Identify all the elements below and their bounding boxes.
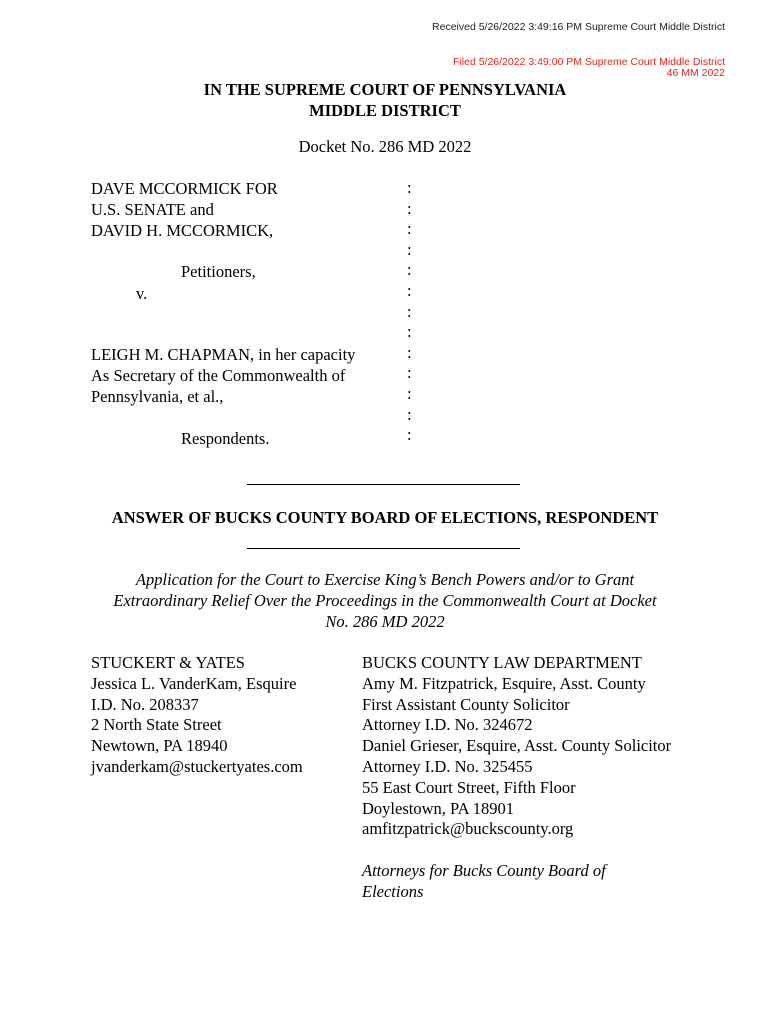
petitioner-names [91, 178, 278, 241]
petitioners-label: Petitioners, [181, 262, 256, 281]
counsel-line: I.D. No. 208337 [91, 694, 199, 714]
divider-bottom [247, 548, 520, 549]
colon: : [407, 301, 412, 321]
divider-top [247, 484, 520, 485]
firm-name: STUCKERT & YATES [91, 653, 245, 672]
colon: : [407, 198, 412, 218]
subtitle-line: Extraordinary Relief Over the Proceedings in the Commonwealth Court at Docket [113, 591, 657, 610]
filed-stamp-line: Filed 5/26/2022 3:49:00 PM Supreme Court Middle District [453, 56, 725, 68]
document-subtitle [60, 569, 710, 632]
counsel-line: Attorney I.D. No. 325455 [362, 756, 533, 776]
respondent-names [91, 344, 355, 407]
counsel-block-right [362, 653, 671, 903]
counsel-line: Jessica L. VanderKam, Esquire [91, 673, 297, 693]
subtitle-line: No. 286 MD 2022 [325, 612, 445, 631]
colon: : [407, 383, 412, 403]
colon: : [407, 178, 412, 197]
counsel-line: First Assistant County Solicitor [362, 694, 570, 714]
counsel-line: 55 East Court Street, Fifth Floor [362, 777, 576, 797]
filed-stamp-case-number: 46 MM 2022 [666, 67, 725, 79]
respondent-line: Pennsylvania, et al., [91, 387, 224, 406]
colon: : [407, 280, 412, 300]
petitioner-line: DAVE MCCORMICK FOR [91, 179, 278, 198]
court-heading [0, 79, 770, 121]
counsel-role: Attorneys for Bucks County Board of [362, 860, 606, 880]
colon: : [407, 404, 412, 424]
counsel-line: Doylestown, PA 18901 [362, 798, 515, 818]
petitioner-line: DAVID H. MCCORMICK, [91, 221, 274, 240]
counsel-line: Amy M. Fitzpatrick, Esquire, Asst. County [362, 673, 646, 693]
received-stamp: Received 5/26/2022 3:49:16 PM Supreme Court Middle District [432, 21, 725, 33]
colon: : [407, 239, 412, 259]
colon: : [407, 322, 412, 342]
docket-number: Docket No. 286 MD 2022 [298, 137, 472, 156]
caption-colon-column [407, 178, 412, 446]
respondent-line: As Secretary of the Commonwealth of [91, 366, 346, 385]
counsel-email: jvanderkam@stuckertyates.com [91, 756, 303, 776]
firm-name: BUCKS COUNTY LAW DEPARTMENT [362, 653, 642, 672]
document-title: ANSWER OF BUCKS COUNTY BOARD OF ELECTIONS, RESPONDENT [111, 508, 659, 527]
counsel-line: Daniel Grieser, Esquire, Asst. County Solicitor [362, 736, 672, 756]
counsel-role: Elections [362, 881, 424, 901]
spacer [362, 840, 671, 861]
colon: : [407, 425, 412, 445]
court-name: IN THE SUPREME COURT OF PENNSYLVANIA [203, 80, 567, 99]
respondent-line: LEIGH M. CHAPMAN, in her capacity [91, 345, 356, 364]
colon: : [407, 260, 412, 280]
filed-stamp [453, 57, 725, 79]
respondents-label: Respondents. [181, 429, 270, 448]
counsel-line: Attorney I.D. No. 324672 [362, 715, 533, 735]
versus: v. [136, 284, 148, 303]
counsel-block-left [91, 653, 303, 778]
counsel-email: amfitzpatrick@buckscounty.org [362, 819, 574, 839]
counsel-line: 2 North State Street [91, 715, 222, 735]
subtitle-line: Application for the Court to Exercise King’s Bench Powers and/or to Grant [135, 570, 635, 589]
colon: : [407, 363, 412, 383]
petitioner-line: U.S. SENATE and [91, 200, 214, 219]
court-district: MIDDLE DISTRICT [309, 101, 461, 120]
colon: : [407, 219, 412, 239]
counsel-line: Newtown, PA 18940 [91, 736, 228, 756]
colon: : [407, 342, 412, 362]
